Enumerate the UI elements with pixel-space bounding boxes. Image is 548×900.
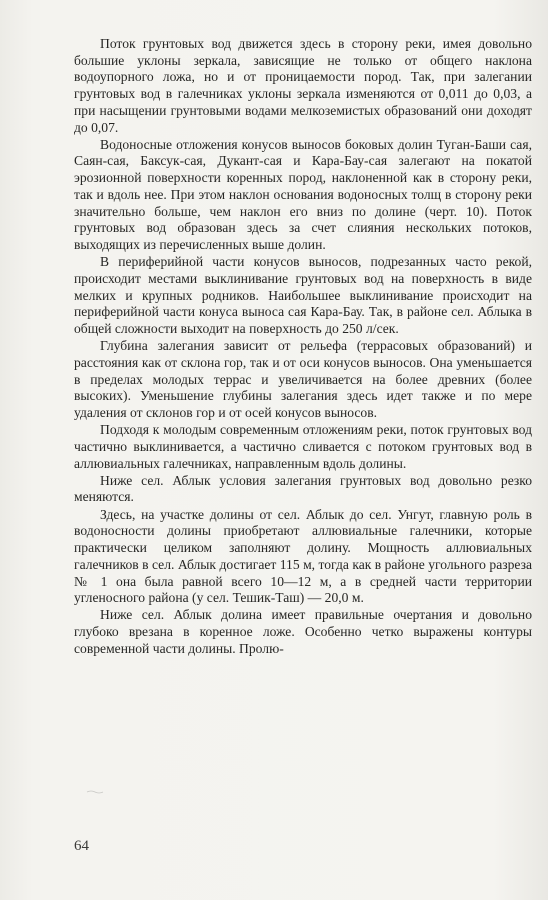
paragraph-5: Подходя к молодым современным отложениям реки, поток грунтовых вод частично выклинивается, а частично сливается с потоком грунтовых вод в аллювиальных галечниках, направленным вдоль долины. xyxy=(74,422,532,471)
page-number: 64 xyxy=(74,838,89,854)
paragraph-7: Здесь, на участке долины от сел. Аблык до сел. Унгут, главную роль в водоносности долины приобретают аллювиальные галечники, которые практически целиком заполняют долину. Мощность аллювиальных галечников в сел. Аблык достигает 115 м, тогда как в районе угольного разреза № 1 она была равной всего 10—12 м, а в средней части территории угленосного района (у сел. Тешик-Таш) — 20,0 м. xyxy=(74,506,532,606)
print-speck xyxy=(86,790,104,794)
paragraph-3: В периферийной части конусов выносов, подрезанных часто рекой, происходит местами выклинивание грунтовых вод на поверхность в виде мелких и крупных родников. Наибольшее выклинивание происходит на периферийной части конуса выноса сая Кара-Бау. Так, в районе сел. Аблыка в общей сложности выходит на поверхность до 250 л/сек. xyxy=(74,254,532,336)
paragraph-6: Ниже сел. Аблык условия залегания грунтовых вод довольно резко меняются. xyxy=(74,472,532,505)
body-text xyxy=(74,36,532,658)
paragraph-4: Глубина залегания зависит от рельефа (террасовых образований) и расстояния как от склона гор, так и от оси конусов выносов. Она уменьшается в пределах молодых террас и увеличивается на более древних (более высоких). Уменьшение глубины залегания здесь идет также и по мере удаления от склонов гор и от осей конусов выносов. xyxy=(74,338,532,420)
paragraph-8: Ниже сел. Аблык долина имеет правильные очертания и довольно глубоко врезана в коренное ложе. Особенно четко выражены контуры современной части долины. Пролю- xyxy=(74,607,532,656)
paragraph-2: Водоносные отложения конусов выносов боковых долин Туган-Баши сая, Саян-сая, Баксук-сая, Дукант-сая и Кара-Бау-сая залегают на покатой эрозионной поверхности коренных пород, наклоненной как в сторону реки, так и вдоль нее. При этом наклон основания водоносных толщ в сторону реки значительно больше, чем наклон его вниз по долине (черт. 10). Поток грунтовых вод образован здесь за счет слияния нескольких потоков, выходящих из перечисленных выше долин. xyxy=(74,136,532,252)
paragraph-1: Поток грунтовых вод движется здесь в сторону реки, имея довольно большие уклоны зеркала, зависящие не только от общего наклона водоупорного ложа, но и от проницаемости пород. Так, при залегании грунтовых вод в галечниках уклоны зеркала изменяются от 0,011 до 0,03, а при насыщении грунтовыми водами мелкоземистых образований они доходят до 0,07. xyxy=(74,36,532,135)
